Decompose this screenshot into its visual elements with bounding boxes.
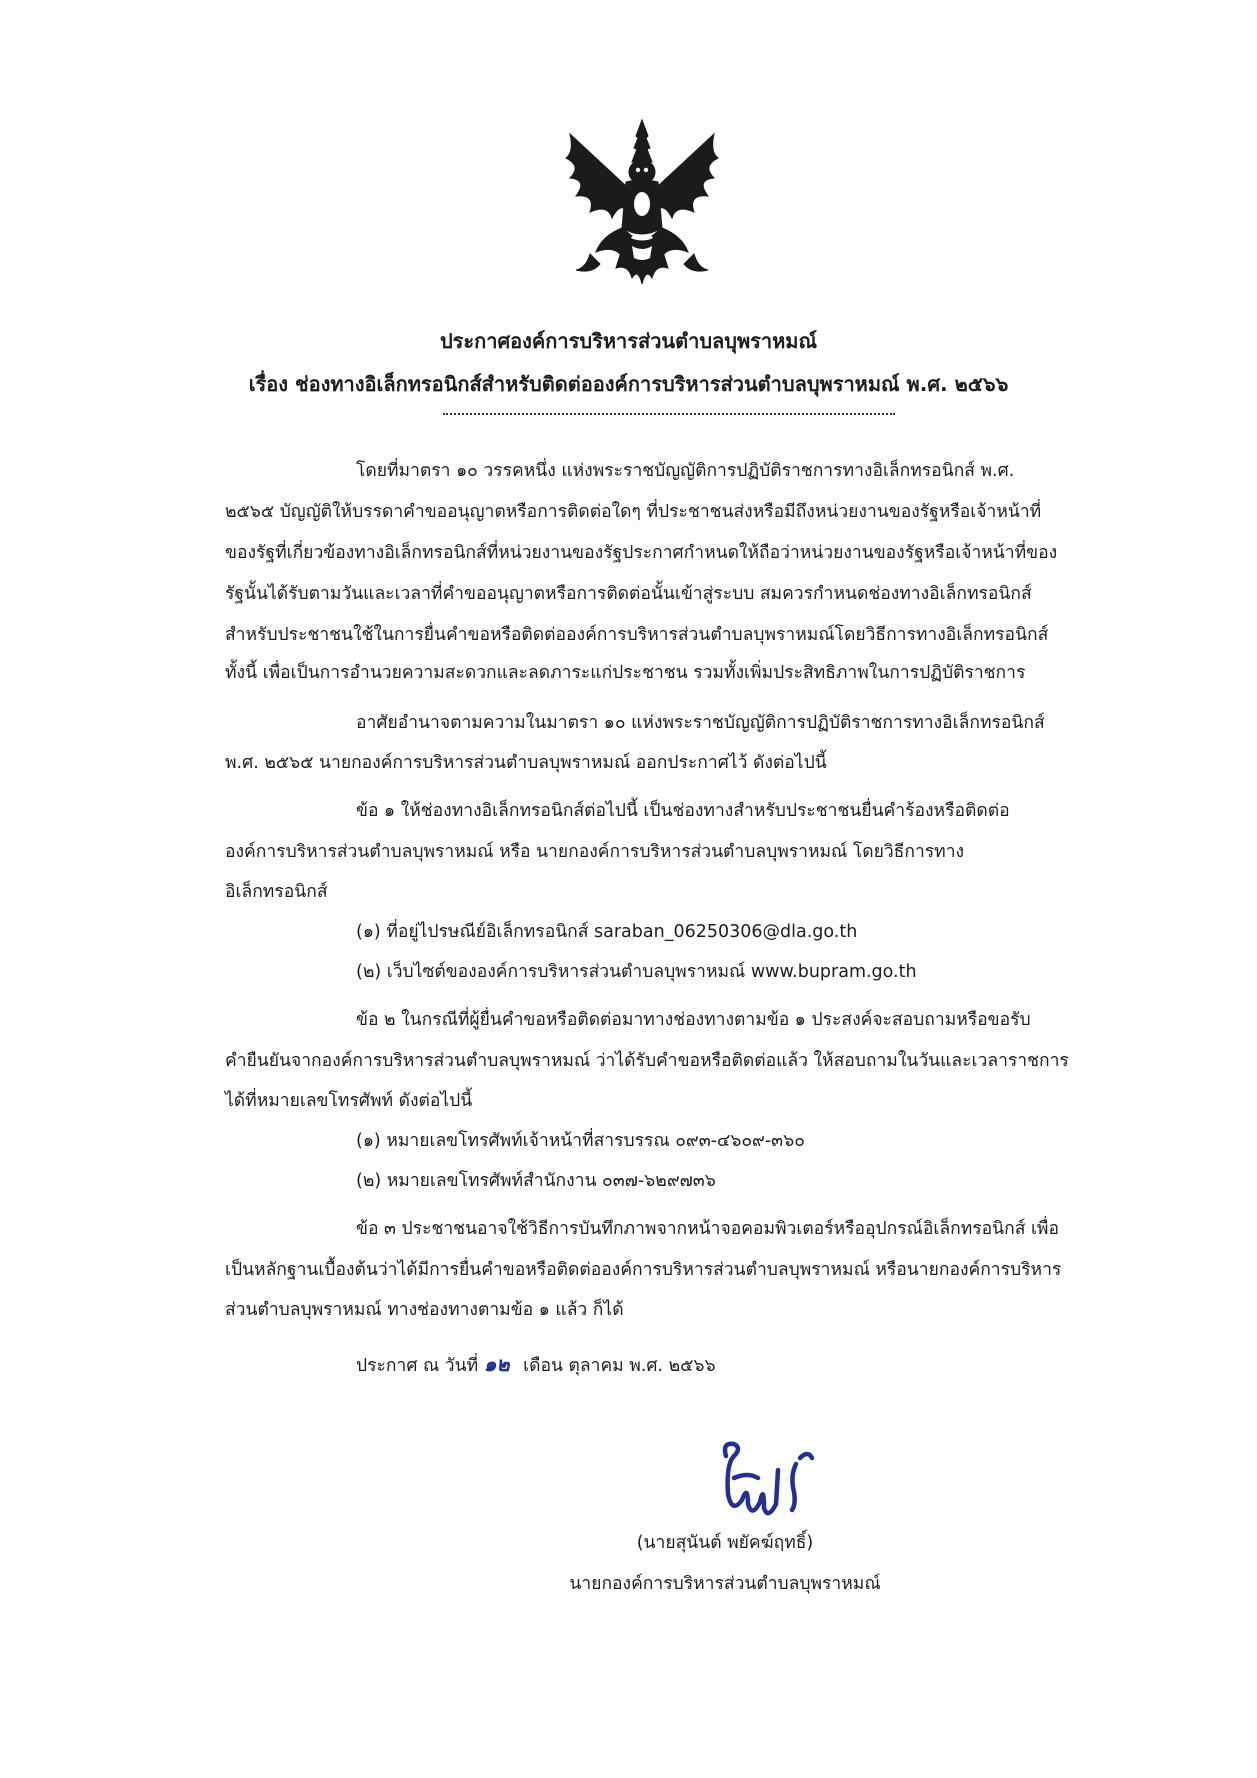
- handwritten-signature: [712, 1434, 822, 1524]
- preamble-line: ๒๕๖๕ บัญญัติให้บรรดาคำขออนุญาตหรือการติดต่อใดๆ ที่ประชาชนส่งหรือมีถึงหน่วยงานของรัฐหรือเจ้าหน้าที่: [225, 502, 1042, 522]
- preamble-line: ของรัฐที่เกี่ยวข้องทางอิเล็กทรอนิกส์ที่หน่วยงานของรัฐประกาศกำหนดให้ถือว่าหน่วยงานของรัฐหรือเจ้าหน้าที่ของ: [225, 543, 1058, 563]
- date-day-handwritten: ๑๒: [483, 1352, 510, 1376]
- date-suffix: เดือน ตุลาคม พ.ศ. ๒๕๖๖: [523, 1356, 716, 1376]
- dotted-divider: [443, 413, 895, 415]
- signatory-position: นายกองค์การบริหารส่วนตำบลบุพราหมณ์: [569, 1574, 881, 1594]
- announcement-title: ประกาศองค์การบริหารส่วนตำบลบุพราหมณ์: [439, 329, 818, 353]
- clause-3-line: ส่วนตำบลบุพราหมณ์ ทางช่องทางตามข้อ ๑ แล้ว ก็ได้: [225, 1300, 624, 1320]
- clause-1-line: องค์การบริหารส่วนตำบลบุพราหมณ์ หรือ นายกองค์การบริหารส่วนตำบลบุพราหมณ์ โดยวิธีการทาง: [225, 842, 965, 862]
- clause-1-item-website: (๒) เว็บไซต์ขององค์การบริหารส่วนตำบลบุพราหมณ์ www.bupram.go.th: [356, 962, 917, 982]
- clause-3-line: เป็นหลักฐานเบื้องต้นว่าได้มีการยื่นคำขอหรือติดต่อองค์การบริหารส่วนตำบลบุพราหมณ์ หรือนายกองค์การบริหาร: [225, 1260, 1062, 1280]
- date-prefix: ประกาศ ณ วันที่: [356, 1356, 479, 1376]
- clause-2-item-phone: (๒) หมายเลขโทรศัพท์สำนักงาน ๐๓๗-๖๒๙๗๓๖: [356, 1171, 716, 1191]
- preamble-line: ทั้งนี้ เพื่อเป็นการอำนวยความสะดวกและลดภาระแก่ประชาชน รวมทั้งเพิ่มประสิทธิภาพในการปฏิบัติราชการ: [225, 663, 1026, 683]
- clause-2-line: คำยืนยันจากองค์การบริหารส่วนตำบลบุพราหมณ์ ว่าได้รับคำขอหรือติดต่อแล้ว ให้สอบถามในวันและเวลาราชการ: [225, 1051, 1069, 1071]
- announcement-date: [356, 1346, 716, 1384]
- clause-2-line: ข้อ ๒ ในกรณีที่ผู้ยื่นคำขอหรือติดต่อมาทางช่องทางตามข้อ ๑ ประสงค์จะสอบถามหรือขอรับ: [356, 1010, 1031, 1030]
- clause-1-line: อิเล็กทรอนิกส์: [225, 882, 328, 902]
- clause-2-item-phone: (๑) หมายเลขโทรศัพท์เจ้าหน้าที่สารบรรณ ๐๙๓-๔๖๐๙-๓๖๐: [356, 1131, 805, 1151]
- announcement-subject: เรื่อง ช่องทางอิเล็กทรอนิกส์สำหรับติดต่อองค์การบริหารส่วนตำบลบุพราหมณ์ พ.ศ. ๒๕๖๖: [248, 372, 1009, 396]
- authority-line: อาศัยอำนาจตามความในมาตรา ๑๐ แห่งพระราชบัญญัติการปฏิบัติราชการทางอิเล็กทรอนิกส์: [356, 713, 1045, 733]
- preamble-line: โดยที่มาตรา ๑๐ วรรคหนึ่ง แห่งพระราชบัญญัติการปฏิบัติราชการทางอิเล็กทรอนิกส์ พ.ศ.: [356, 461, 1015, 481]
- signatory-name: (นายสุนันต์ พยัคฆ์ฤทธิ์): [636, 1533, 814, 1553]
- clause-1-item-email: (๑) ที่อยู่ไปรษณีย์อิเล็กทรอนิกส์ saraban_06250306@dla.go.th: [356, 922, 858, 942]
- preamble-line: สำหรับประชาชนใช้ในการยื่นคำขอหรือติดต่อองค์การบริหารส่วนตำบลบุพราหมณ์โดยวิธีการทางอิเล็กทรอนิกส์: [225, 625, 1049, 645]
- garuda-emblem-icon: [556, 118, 728, 290]
- clause-1-line: ข้อ ๑ ให้ช่องทางอิเล็กทรอนิกส์ต่อไปนี้ เป็นช่องทางสำหรับประชาชนยื่นคำร้องหรือติดต่อ: [356, 801, 1010, 821]
- clause-3-line: ข้อ ๓ ประชาชนอาจใช้วิธีการบันทึกภาพจากหน้าจอคอมพิวเตอร์หรืออุปกรณ์อิเล็กทรอนิกส์ เพื่อ: [356, 1219, 1059, 1239]
- authority-line: พ.ศ. ๒๕๖๕ นายกองค์การบริหารส่วนตำบลบุพราหมณ์ ออกประกาศไว้ ดังต่อไปนี้: [225, 753, 827, 773]
- clause-2-line: ได้ที่หมายเลขโทรศัพท์ ดังต่อไปนี้: [225, 1091, 473, 1111]
- preamble-line: รัฐนั้นได้รับตามวันและเวลาที่คำขออนุญาตหรือการติดต่อนั้นเข้าสู่ระบบ สมควรกำหนดช่องทางอิเล็กทรอนิกส์: [225, 584, 1032, 604]
